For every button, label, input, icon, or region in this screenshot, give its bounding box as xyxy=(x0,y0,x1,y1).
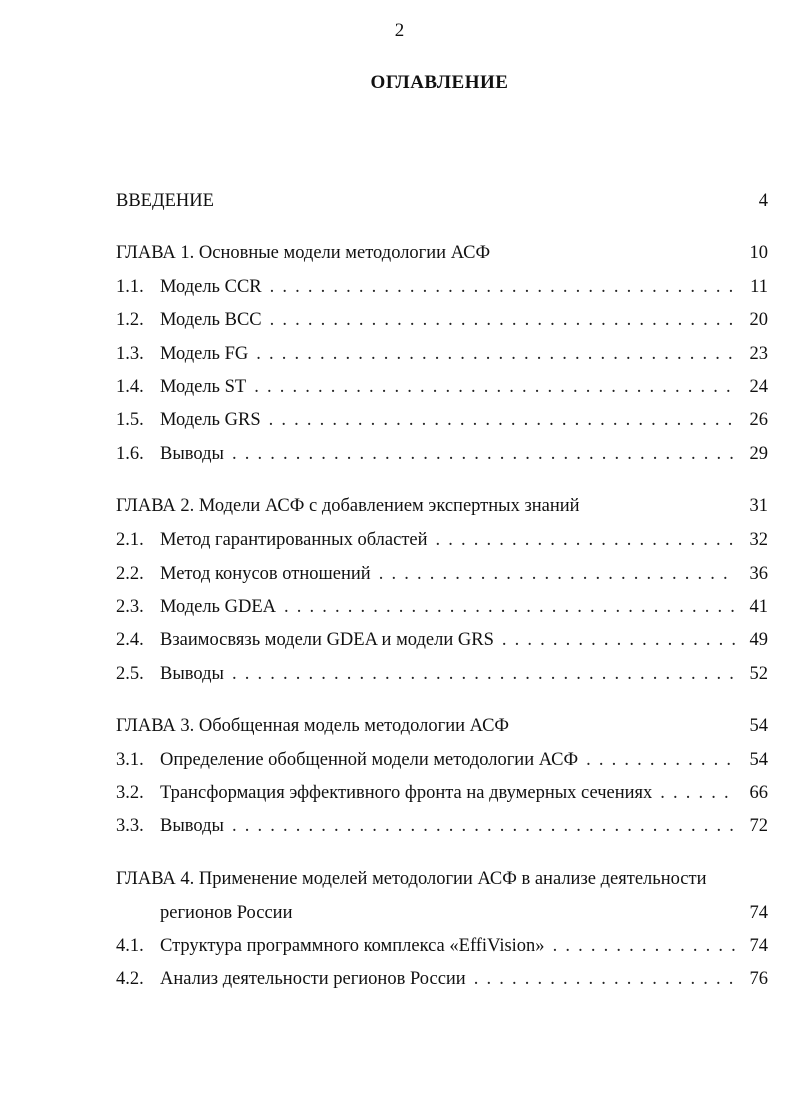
toc-page: 72 xyxy=(749,816,768,836)
toc-section-number: 1.3. xyxy=(116,344,144,364)
toc-section-title: Метод гарантированных областей xyxy=(160,530,428,550)
toc-section-1-6[interactable] xyxy=(116,441,768,467)
dot-leader xyxy=(379,561,736,587)
toc-section-title: Трансформация эффективного фронта на двумерных сечениях xyxy=(160,783,653,803)
toc-chapter-title-continued: регионов России xyxy=(160,903,293,923)
toc-page: 11 xyxy=(750,277,768,297)
dot-leader xyxy=(436,527,736,553)
toc-section-title: Модель GRS xyxy=(160,410,261,430)
toc-section-number: 1.5. xyxy=(116,410,144,430)
toc-chapter-title: ГЛАВА 3. Обобщенная модель методологии АСФ xyxy=(116,716,510,736)
toc-chapter-title: ГЛАВА 4. Применение моделей методологии АСФ в анализе деятельности xyxy=(116,869,707,889)
toc-section-title: Анализ деятельности регионов России xyxy=(160,969,466,989)
toc-section-number: 1.2. xyxy=(116,310,144,330)
toc-section-title: Взаимосвязь модели GDEA и модели GRS xyxy=(160,630,494,650)
toc-section-3-1[interactable] xyxy=(116,747,768,773)
dot-leader xyxy=(502,627,736,653)
toc-section-4-1[interactable] xyxy=(116,933,768,959)
toc-section-title: Модель FG xyxy=(160,344,249,364)
dot-leader xyxy=(660,780,736,806)
toc-page: 31 xyxy=(749,496,768,516)
toc-section-title: Определение обобщенной модели методологии АСФ xyxy=(160,750,579,770)
toc-section-title: Структура программного комплекса «EffiVision» xyxy=(160,936,545,956)
toc-section-1-5[interactable] xyxy=(116,407,768,433)
toc-chapter-1[interactable] xyxy=(116,240,768,266)
toc-introduction[interactable] xyxy=(116,188,768,214)
toc-section-number: 2.2. xyxy=(116,564,144,584)
toc-page: 10 xyxy=(749,243,768,263)
toc-section-number: 3.1. xyxy=(116,750,144,770)
dot-leader xyxy=(269,407,736,433)
dot-leader xyxy=(474,966,736,992)
toc-section-2-4[interactable] xyxy=(116,627,768,653)
toc-chapter-title: ГЛАВА 1. Основные модели методологии АСФ xyxy=(116,243,491,263)
toc-page: 23 xyxy=(749,344,768,364)
toc-section-number: 4.2. xyxy=(116,969,144,989)
toc-section-title: Выводы xyxy=(160,664,224,684)
page-number: 2 xyxy=(394,20,405,41)
toc-section-number: 3.2. xyxy=(116,783,144,803)
toc-section-number: 2.5. xyxy=(116,664,144,684)
toc-page: 29 xyxy=(749,444,768,464)
dot-leader xyxy=(553,933,736,959)
toc-section-2-1[interactable] xyxy=(116,527,768,553)
dot-leader xyxy=(232,813,736,839)
toc-chapter-4-continued[interactable] xyxy=(116,900,768,926)
toc-section-number: 2.1. xyxy=(116,530,144,550)
toc-chapter-3[interactable] xyxy=(116,713,768,739)
dot-leader xyxy=(270,274,736,300)
page-title: ОГЛАВЛЕНИЕ xyxy=(370,72,509,93)
toc-page: 74 xyxy=(749,936,768,956)
toc-section-2-3[interactable] xyxy=(116,594,768,620)
toc-section-1-1[interactable] xyxy=(116,274,768,300)
toc-section-title: Модель GDEA xyxy=(160,597,277,617)
toc-section-number: 2.4. xyxy=(116,630,144,650)
toc-section-1-3[interactable] xyxy=(116,341,768,367)
toc-chapter-title: ГЛАВА 2. Модели АСФ с добавлением экспертных знаний xyxy=(116,496,580,516)
toc-page: 36 xyxy=(749,564,768,584)
toc-section-title: Модель CCR xyxy=(160,277,262,297)
toc-title: ВВЕДЕНИЕ xyxy=(116,191,214,211)
dot-leader xyxy=(270,307,736,333)
toc-section-3-2[interactable] xyxy=(116,780,768,806)
toc-chapter-2[interactable] xyxy=(116,493,768,519)
toc-section-2-2[interactable] xyxy=(116,561,768,587)
toc-section-title: Модель BCC xyxy=(160,310,262,330)
toc-page: 54 xyxy=(749,716,768,736)
toc-section-title: Метод конусов отношений xyxy=(160,564,371,584)
dot-leader xyxy=(232,441,736,467)
dot-leader xyxy=(586,747,736,773)
toc-page: 49 xyxy=(749,630,768,650)
toc-section-number: 3.3. xyxy=(116,816,144,836)
toc-page: 20 xyxy=(749,310,768,330)
toc-page: 76 xyxy=(749,969,768,989)
toc-page: 54 xyxy=(749,750,768,770)
toc-page: 74 xyxy=(749,903,768,923)
toc-section-title: Выводы xyxy=(160,444,224,464)
toc-page: 52 xyxy=(749,664,768,684)
dot-leader xyxy=(232,661,736,687)
toc-page: 32 xyxy=(749,530,768,550)
toc-page: 24 xyxy=(749,377,768,397)
toc-section-number: 4.1. xyxy=(116,936,144,956)
toc-section-number: 1.6. xyxy=(116,444,144,464)
toc-section-2-5[interactable] xyxy=(116,661,768,687)
toc-section-3-3[interactable] xyxy=(116,813,768,839)
toc-page: 4 xyxy=(758,191,768,211)
toc-chapter-4[interactable] xyxy=(116,866,768,892)
toc-section-4-2[interactable] xyxy=(116,966,768,992)
toc-page: 66 xyxy=(749,783,768,803)
toc-page: 26 xyxy=(749,410,768,430)
toc-page: 41 xyxy=(749,597,768,617)
toc-section-title: Модель ST xyxy=(160,377,247,397)
toc-section-1-2[interactable] xyxy=(116,307,768,333)
toc-section-title: Выводы xyxy=(160,816,224,836)
toc-section-1-4[interactable] xyxy=(116,374,768,400)
dot-leader xyxy=(256,341,736,367)
toc-section-number: 1.4. xyxy=(116,377,144,397)
dot-leader xyxy=(284,594,736,620)
toc-section-number: 2.3. xyxy=(116,597,144,617)
toc-section-number: 1.1. xyxy=(116,277,144,297)
dot-leader xyxy=(254,374,736,400)
